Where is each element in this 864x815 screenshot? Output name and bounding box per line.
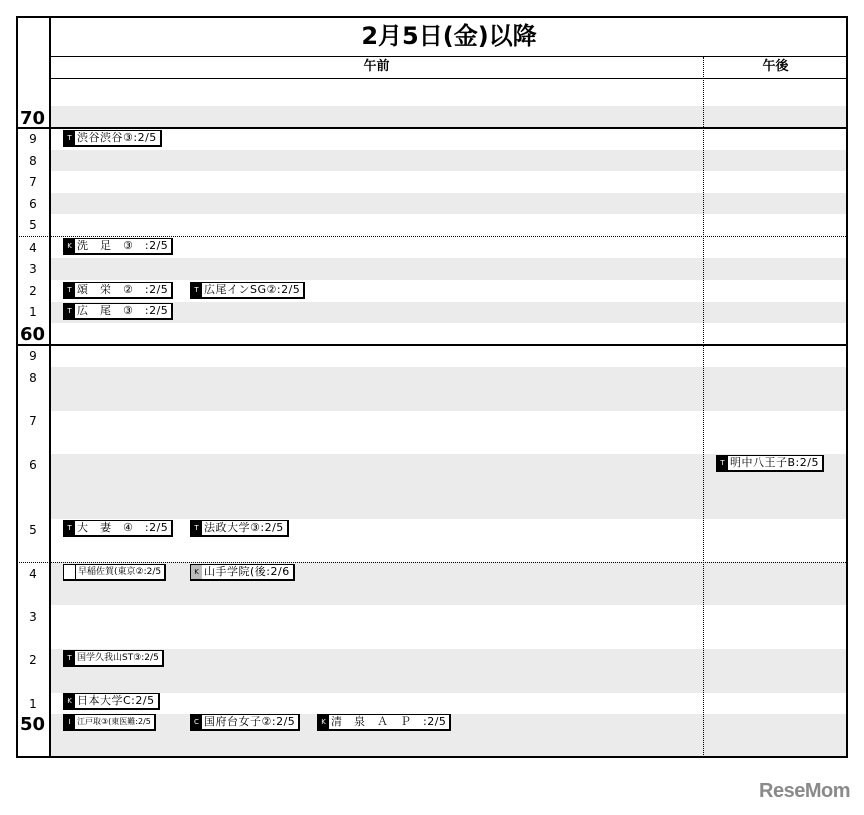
school-entry: T 広 尾 ③ :2/5 [63, 303, 173, 320]
row-stripe [50, 367, 848, 411]
scale-label: 3 [29, 262, 37, 276]
scale-label: 8 [29, 154, 37, 168]
scale-label: 8 [29, 371, 37, 385]
scale-label: 9 [29, 132, 37, 146]
school-entry: T 広尾インSG②:2/5 [190, 282, 305, 299]
tag-icon: C [191, 715, 202, 729]
row-stripe [50, 150, 848, 171]
line-65 [16, 236, 848, 237]
tag-icon: T [64, 283, 75, 297]
row-stripe [50, 562, 848, 605]
row-stripe [50, 649, 848, 693]
tag-icon: T [64, 651, 75, 665]
line-55 [16, 562, 848, 563]
scale-label: 6 [29, 458, 37, 472]
school-entry: T 国学久我山ST③:2/5 [63, 650, 164, 667]
exam-schedule-sheet [16, 16, 848, 758]
scale-label: 50 [20, 714, 46, 735]
tag-icon: I [64, 715, 75, 729]
school-entry: C 国府台女子②:2/5 [190, 714, 300, 731]
column-header-am: 午前 [363, 59, 390, 74]
scale-label: 2 [29, 653, 37, 667]
tag-icon: T [64, 131, 75, 145]
tag-icon: T [191, 521, 202, 535]
tag-icon: K [64, 239, 75, 253]
row-stripe [50, 106, 848, 128]
scale-label: 70 [20, 108, 46, 129]
scale-label: 1 [29, 697, 37, 711]
row-stripe [50, 193, 848, 214]
tag-icon: T [64, 304, 75, 318]
tag-icon: T [64, 521, 75, 535]
scale-label: 4 [29, 567, 37, 581]
school-entry: K 山手学院(後:2/6 [190, 564, 295, 581]
scale-label: 2 [29, 284, 37, 298]
school-entry: I 江戸取③(東医難:2/5 [63, 714, 156, 731]
scale-label: 1 [29, 305, 37, 319]
tag-icon: K [318, 715, 329, 729]
scale-label: 60 [20, 324, 46, 345]
header-divider [50, 78, 848, 79]
frame-right [846, 16, 848, 758]
tag-icon [64, 565, 76, 579]
school-entry: T 渋谷渋谷③:2/5 [63, 130, 162, 147]
school-entry: K 清 泉 Ａ Ｐ :2/5 [317, 714, 451, 731]
scale-label: 5 [29, 218, 37, 232]
frame-bottom [16, 756, 848, 758]
scale-label: 7 [29, 175, 37, 189]
school-entry: 早稲佐賀(東京②:2/5 [63, 564, 166, 581]
tag-icon: T [191, 283, 202, 297]
school-entry: K 洗 足 ③ :2/5 [63, 238, 173, 255]
page-title: 2月5日(金)以降 [361, 22, 537, 50]
line-60 [16, 344, 848, 346]
row-stripe [50, 258, 848, 280]
tag-icon: K [191, 565, 202, 579]
school-entry: T 法政大学③:2/5 [190, 520, 289, 537]
resemom-logo: ReseMom [759, 780, 850, 802]
scale-label: 5 [29, 523, 37, 537]
tag-icon: T [717, 456, 728, 470]
line-70 [16, 127, 848, 129]
scale-label: 6 [29, 197, 37, 211]
school-entry: T 頌 栄 ② :2/5 [63, 282, 173, 299]
am-pm-divider [703, 57, 704, 757]
scale-label: 9 [29, 349, 37, 363]
tag-icon: K [64, 694, 75, 708]
school-entry: T 明中八王子B:2/5 [716, 455, 824, 472]
scale-label: 3 [29, 610, 37, 624]
column-header-pm: 午後 [762, 59, 789, 74]
scale-label: 7 [29, 414, 37, 428]
scale-label: 4 [29, 241, 37, 255]
school-entry: T 大 妻 ④ :2/5 [63, 520, 173, 537]
school-entry: K 日本大学C:2/5 [63, 693, 160, 710]
